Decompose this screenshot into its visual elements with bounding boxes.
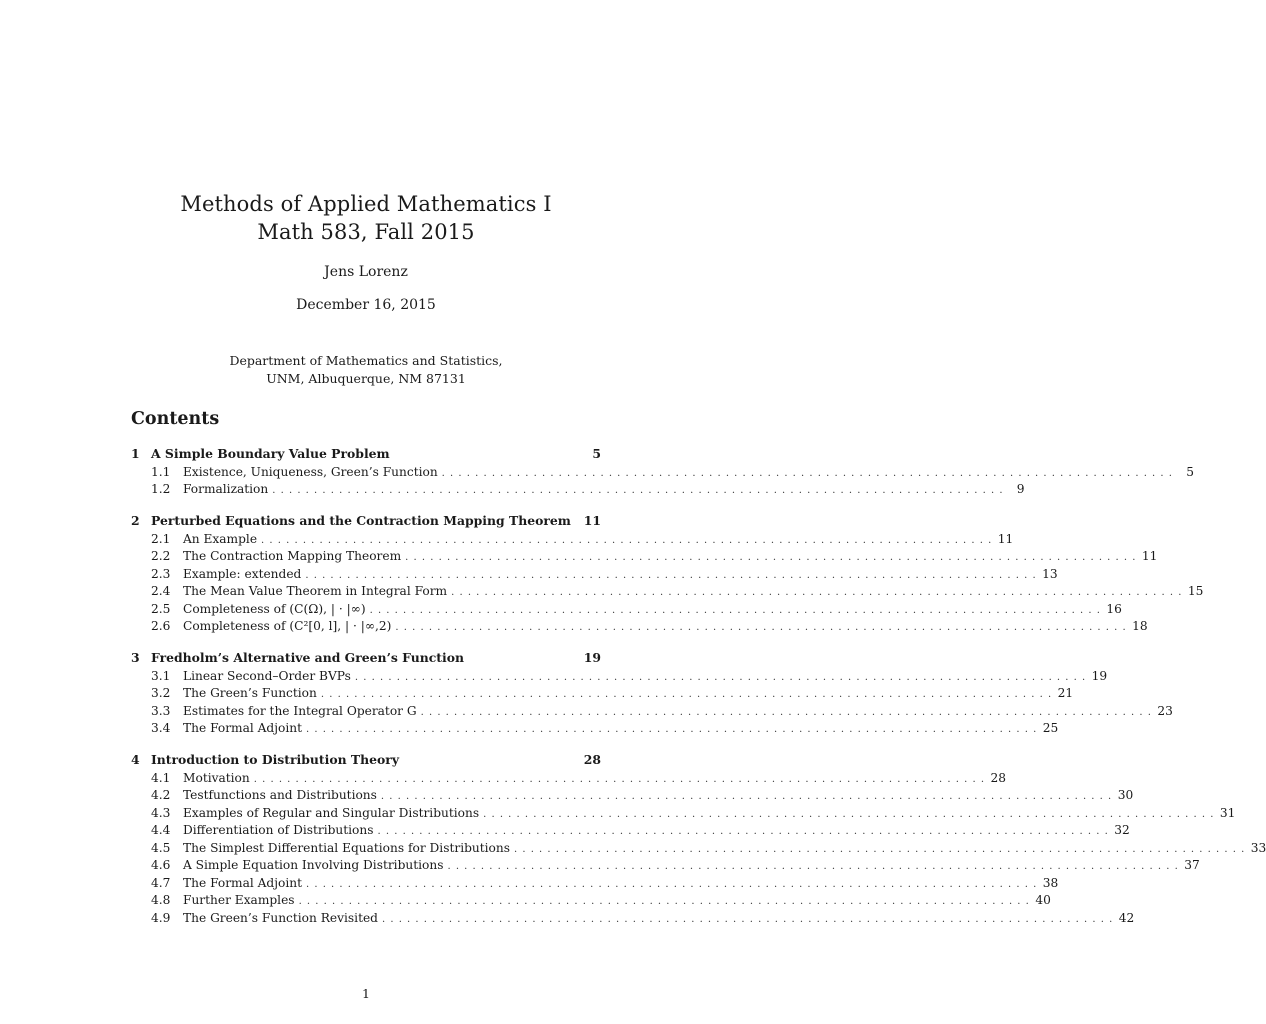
toc-section-page: 11 [1141, 549, 1158, 563]
toc-section-entry[interactable] [131, 892, 1051, 910]
toc-section-number: 4.5 [151, 840, 171, 855]
affiliation-line-2: UNM, Albuquerque, NM 87131 [266, 371, 466, 386]
toc-section-number: 4.8 [151, 893, 171, 907]
toc-section-page: 33 [1250, 840, 1266, 855]
toc-section-page: 5 [1186, 464, 1194, 479]
toc-section-entry[interactable] [131, 703, 1173, 721]
toc-chapter-number: 2 [131, 513, 140, 528]
toc-section-entry[interactable] [131, 910, 1135, 928]
toc-section-number: 2.4 [151, 584, 171, 598]
toc-section-page: 23 [1157, 703, 1173, 718]
toc-chapter-entry[interactable] [131, 751, 601, 770]
toc-section-entry[interactable] [131, 822, 1130, 840]
toc-dot-leader [370, 602, 1100, 620]
toc-section-title: A Simple Equation Involving Distributions [183, 858, 444, 872]
toc-section-number: 2.6 [151, 619, 171, 633]
toc-section-entry[interactable] [131, 875, 1059, 893]
toc-section-page: 11 [997, 531, 1014, 546]
toc-section-entry[interactable] [131, 566, 1058, 584]
table-of-contents [131, 445, 1266, 941]
toc-dot-leader [483, 806, 1213, 824]
toc-section-page: 40 [1035, 893, 1051, 907]
toc-section-title: Motivation [183, 770, 250, 785]
toc-section-page: 28 [990, 770, 1007, 785]
toc-section-page: 42 [1118, 910, 1135, 925]
toc-section-title: Estimates for the Integral Operator G [183, 703, 417, 718]
toc-dot-leader [355, 669, 1085, 687]
toc-section-number: 3.4 [151, 721, 171, 735]
toc-chapter-page: 5 [592, 446, 601, 461]
toc-section [131, 751, 1266, 927]
toc-section-number: 3.3 [151, 703, 171, 718]
toc-section-title: Testfunctions and Distributions [183, 788, 377, 802]
toc-section-entry[interactable] [131, 840, 1266, 858]
toc-section-number: 3.2 [151, 686, 171, 700]
toc-dot-leader [272, 482, 1002, 500]
toc-dot-leader [254, 771, 984, 789]
toc-section-page: 30 [1117, 788, 1134, 802]
toc-section-page: 13 [1042, 566, 1058, 581]
toc-section [131, 445, 1194, 499]
toc-chapter-title: Perturbed Equations and the Contraction Mapping Theorem [151, 513, 571, 528]
toc-section-title: The Formal Adjoint [183, 721, 302, 735]
toc-chapter-title: A Simple Boundary Value Problem [151, 446, 390, 461]
toc-section-page: 25 [1042, 721, 1059, 735]
toc-section-entry[interactable] [131, 668, 1108, 686]
toc-section-number: 4.6 [151, 858, 171, 872]
toc-dot-leader [306, 721, 1036, 739]
toc-section-page: 31 [1219, 805, 1236, 820]
affiliation [0, 352, 732, 388]
toc-chapter-title: Introduction to Distribution Theory [151, 752, 400, 767]
toc-dot-leader [395, 619, 1125, 637]
toc-section-page: 32 [1114, 823, 1130, 837]
toc-section [131, 512, 1204, 636]
toc-section-number: 4.3 [151, 805, 171, 820]
toc-chapter-page: 11 [583, 513, 601, 528]
toc-section-number: 3.1 [151, 668, 171, 683]
toc-section-entry[interactable] [131, 464, 1194, 482]
toc-section-title: Example: extended [183, 566, 302, 581]
toc-section-page: 21 [1057, 686, 1074, 700]
toc-chapter-entry[interactable] [131, 445, 601, 464]
toc-section-number: 2.1 [151, 531, 171, 546]
toc-dot-leader [305, 567, 1035, 585]
toc-section-page: 37 [1184, 858, 1200, 872]
toc-section-entry[interactable] [131, 481, 1025, 499]
toc-section-title: Linear Second–Order BVPs [183, 668, 351, 683]
toc-dot-leader [321, 686, 1051, 704]
toc-dot-leader [378, 823, 1108, 841]
toc-section-entry[interactable] [131, 531, 1014, 549]
toc-section-number: 2.3 [151, 566, 171, 581]
toc-section-number: 4.9 [151, 910, 171, 925]
toc-section-title: The Mean Value Theorem in Integral Form [183, 584, 448, 598]
toc-chapter-entry[interactable] [131, 512, 601, 531]
toc-section-number: 1.1 [151, 464, 171, 479]
toc-section-title: Existence, Uniqueness, Green’s Function [183, 464, 438, 479]
toc-section-title: Examples of Regular and Singular Distributions [183, 805, 480, 820]
toc-section-title: The Green’s Function Revisited [183, 910, 378, 925]
toc-dot-leader [421, 704, 1151, 722]
toc-section-number: 4.7 [151, 875, 171, 890]
toc-chapter-title: Fredholm’s Alternative and Green’s Function [151, 650, 465, 665]
page-number: 1 [362, 986, 370, 1001]
toc-dot-leader [447, 858, 1177, 876]
toc-section-title: Completeness of (C²[0, l], | · |∞,2) [183, 619, 392, 633]
toc-section-page: 9 [1016, 482, 1025, 496]
toc-section-title: Further Examples [183, 893, 295, 907]
toc-dot-leader [451, 584, 1181, 602]
toc-section-entry[interactable] [131, 685, 1074, 703]
toc-section-page: 38 [1042, 875, 1059, 890]
toc-section-entry[interactable] [131, 770, 1007, 788]
toc-section-entry[interactable] [131, 805, 1236, 823]
toc-section-entry[interactable] [131, 548, 1158, 566]
toc-section-entry[interactable] [131, 857, 1200, 875]
toc-section-title: The Green’s Function [183, 686, 317, 700]
author: Jens Lorenz [324, 264, 408, 280]
toc-section [131, 649, 1173, 738]
toc-chapter-number: 4 [131, 752, 140, 767]
toc-section-title: Differentiation of Distributions [183, 823, 374, 837]
toc-section-title: An Example [183, 531, 258, 546]
toc-section-number: 2.5 [151, 601, 171, 616]
toc-chapter-number: 1 [131, 446, 140, 461]
toc-section-number: 1.2 [151, 482, 171, 496]
toc-section-entry[interactable] [131, 787, 1134, 805]
toc-chapter-page: 19 [583, 650, 601, 665]
toc-section-number: 4.4 [151, 823, 171, 837]
document-title [0, 190, 732, 246]
toc-dot-leader [442, 465, 1172, 483]
toc-section-page: 18 [1132, 619, 1148, 633]
affiliation-line-1: Department of Mathematics and Statistics, [229, 353, 503, 368]
toc-dot-leader [405, 549, 1135, 567]
toc-section-number: 2.2 [151, 549, 171, 563]
toc-section-entry[interactable] [131, 601, 1122, 619]
toc-section-title: The Contraction Mapping Theorem [183, 549, 402, 563]
toc-dot-leader [382, 911, 1112, 929]
toc-chapter-entry[interactable] [131, 649, 601, 668]
toc-section-entry[interactable] [131, 618, 1148, 636]
title-line-2: Math 583, Fall 2015 [257, 220, 475, 244]
toc-section-entry[interactable] [131, 720, 1059, 738]
toc-section-title: The Simplest Differential Equations for Distributions [183, 840, 510, 855]
toc-section-page: 19 [1091, 668, 1108, 683]
toc-dot-leader [299, 893, 1029, 911]
toc-dot-leader [514, 841, 1244, 859]
toc-section-number: 4.1 [151, 770, 171, 785]
toc-section-entry[interactable] [131, 583, 1204, 601]
toc-chapter-number: 3 [131, 650, 140, 665]
toc-section-page: 15 [1187, 584, 1204, 598]
toc-section-title: The Formal Adjoint [183, 875, 302, 890]
contents-heading: Contents [131, 409, 220, 429]
toc-dot-leader [261, 532, 991, 550]
toc-section-number: 4.2 [151, 788, 171, 802]
toc-dot-leader [306, 876, 1036, 894]
toc-section-page: 16 [1106, 601, 1122, 616]
toc-section-title: Formalization [183, 482, 269, 496]
toc-chapter-page: 28 [583, 752, 601, 767]
title-line-1: Methods of Applied Mathematics I [180, 192, 552, 216]
toc-dot-leader [381, 788, 1111, 806]
toc-section-title: Completeness of (C(Ω), | · |∞) [183, 601, 366, 616]
date: December 16, 2015 [296, 297, 436, 313]
